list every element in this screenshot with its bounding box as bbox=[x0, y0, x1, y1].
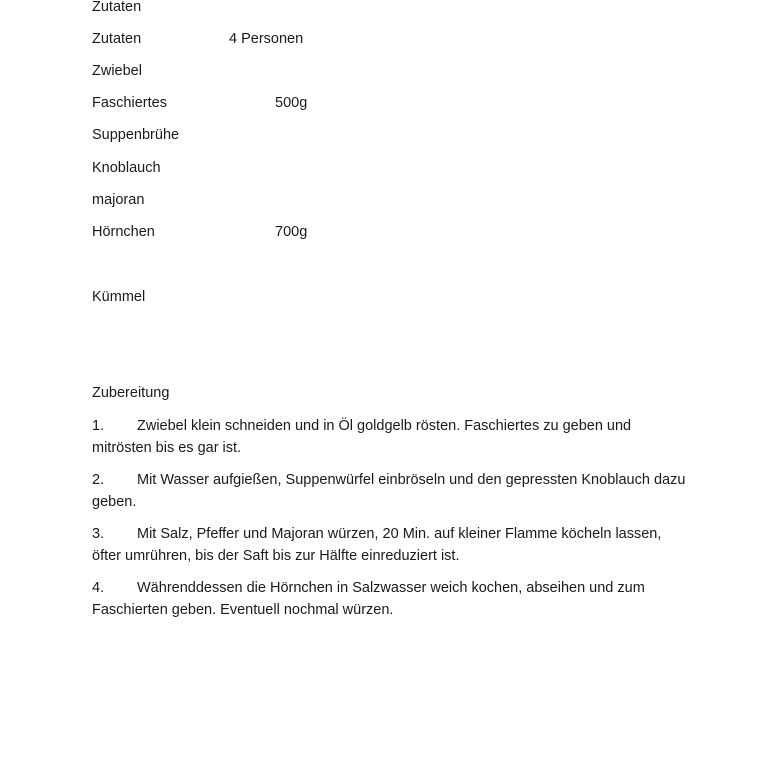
ingredient-name: Zwiebel bbox=[92, 63, 142, 79]
step-text: Zwiebel klein schneiden und in Öl goldgelb rösten. Faschiertes zu geben und mitrösten bis es gar ist. bbox=[92, 418, 632, 456]
servings-label: 4 Personen bbox=[229, 31, 304, 47]
ingredient-name: Hörnchen bbox=[92, 224, 155, 240]
ingredient-name: Knoblauch bbox=[92, 160, 161, 176]
preparation-step bbox=[92, 523, 692, 567]
ingredient-name: Suppenbrühe bbox=[92, 127, 180, 143]
step-number: 1. bbox=[92, 418, 105, 434]
preparation-step bbox=[92, 415, 692, 459]
ingredients-header-label: Zutaten bbox=[92, 31, 142, 47]
preparation-step bbox=[92, 577, 692, 621]
step-text: Mit Salz, Pfeffer und Majoran würzen, 20 Min. auf kleiner Flamme köcheln lassen, öfter umrühren, bis der Saft bis zur Hälfte einreduziert ist. bbox=[92, 526, 662, 564]
step-number: 4. bbox=[92, 580, 105, 596]
step-number: 2. bbox=[92, 472, 105, 488]
ingredient-name: Faschiertes bbox=[92, 95, 167, 111]
step-text: Mit Wasser aufgießen, Suppenwürfel einbröseln und den gepressten Knoblauch dazu geben. bbox=[92, 472, 686, 510]
step-number: 3. bbox=[92, 526, 105, 542]
ingredients-heading: Zutaten bbox=[92, 0, 142, 15]
extra-ingredient: Kümmel bbox=[92, 289, 146, 305]
step-text: Währenddessen die Hörnchen in Salzwasser weich kochen, abseihen und zum Faschierten geben. Eventuell nochmal würzen. bbox=[92, 580, 645, 618]
ingredient-amount: 500g bbox=[275, 95, 308, 111]
preparation-heading: Zubereitung bbox=[92, 385, 170, 401]
ingredient-name: majoran bbox=[92, 192, 145, 208]
ingredient-amount: 700g bbox=[275, 224, 308, 240]
preparation-step bbox=[92, 469, 692, 513]
